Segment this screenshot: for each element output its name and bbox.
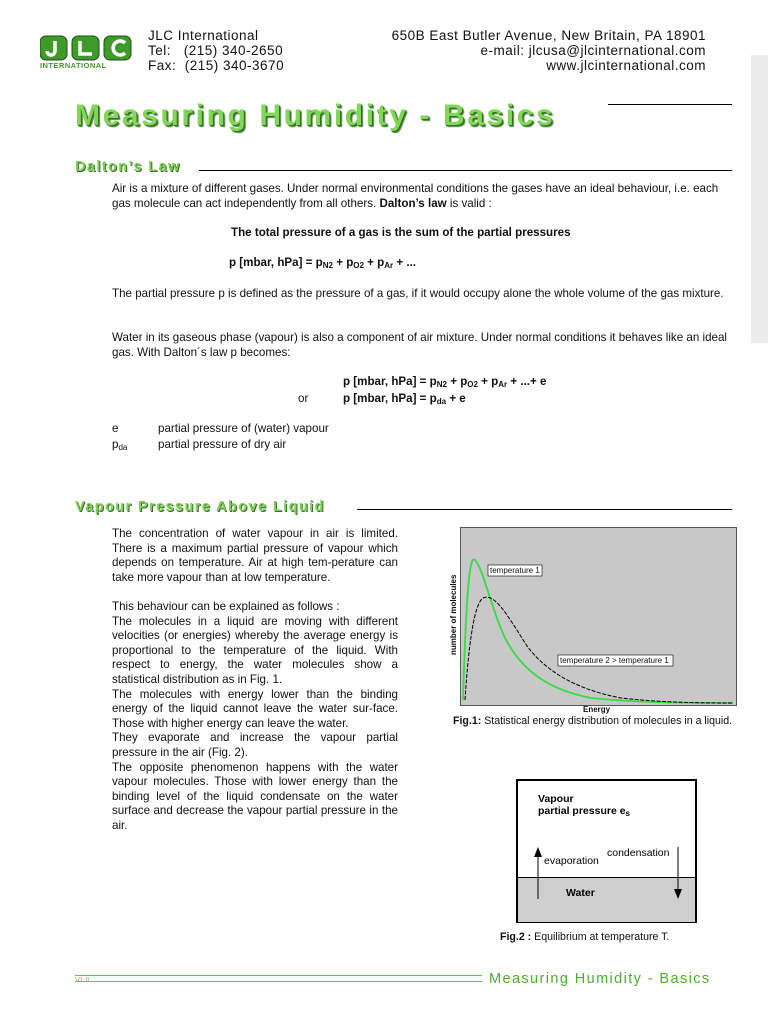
condensation-arrow — [674, 889, 682, 899]
address: 650B East Butler Avenue, New Britain, PA 18901 — [391, 28, 706, 43]
fig1-label-t1: temperature 1 — [490, 566, 540, 575]
vapour-paragraph-2a: This behaviour can be explained as follows : — [112, 599, 340, 613]
partial-pressure-definition: The partial pressure p is defined as the pressure of a gas, if it would occupy alone the whole volume of the gas mixture. — [112, 287, 724, 300]
water-vapour-paragraph: Water in its gaseous phase (vapour) is also a component of air mixture. Under normal conditions it behaves like an ideal gas. With Dalton´s law p becomes: — [112, 331, 727, 359]
curve-temperature-2 — [465, 597, 733, 703]
vapour-text — [112, 527, 398, 833]
formula-total-pressure: p [mbar, $hPa] = p_{N2} + p_{O2} + p_{Ar}$ + ... — [229, 256, 417, 270]
fig1-x-axis-label: Energy — [583, 705, 611, 714]
header-address — [392, 28, 706, 73]
curve-temperature-1 — [463, 559, 733, 703]
definition-e: e partial pressure of (water) vapour — [112, 422, 329, 435]
phone: Tel: (215) 340-2650 — [148, 43, 284, 58]
footer-rule — [75, 975, 482, 976]
daltons-law-intro: Air is a mixture of different gases. Under normal environmental conditions the gases have an ideal behaviour, i.e. each gas molecule can act independently from all others. Dalton’s law is valid : — [112, 182, 719, 210]
section-heading-daltons-law: Dalton’s Law — [75, 159, 181, 175]
definition-pda: $p_{da}$ partial pressure of dry air — [112, 438, 287, 452]
or-label: or — [298, 392, 309, 405]
fig2-caption: Fig.2 : Equilibrium at temperature T. — [500, 931, 670, 943]
title-divider — [608, 104, 732, 105]
fig2-condensation-label: condensation — [607, 847, 670, 859]
fig2-evaporation-label: evaporation — [544, 855, 599, 867]
footer-rule-lower — [75, 981, 482, 982]
header-contact — [148, 28, 284, 73]
footer-version: V1.0 — [75, 977, 90, 984]
logo-subtext: INTERNATIONAL — [40, 61, 107, 70]
section-heading-vapour-pressure: Vapour Pressure Above Liquid — [75, 499, 325, 515]
fig1-caption: Fig.1: Statistical energy distribution of molecules in a liquid. — [453, 715, 733, 727]
evaporation-arrow — [534, 847, 542, 857]
daltons-law-statement: The total pressure of a gas is the sum of the partial pressures — [231, 226, 571, 239]
vapour-paragraph-2c: The molecules with energy lower than the binding energy of the liquid cannot leave the water sur-face. Those with higher energy can leave the water. — [112, 687, 398, 730]
side-tab — [751, 55, 768, 343]
fig1-y-axis-label: number of molecules — [449, 574, 458, 655]
footer-title: Measuring Humidity - Basics — [489, 971, 711, 987]
fig2-water-label: Water — [566, 887, 595, 899]
fig2-equilibrium — [516, 779, 697, 923]
fax: Fax: (215) 340-3670 — [148, 58, 285, 73]
fig2-vapour-label: Vapour partial pressure $e_s$ — [538, 793, 630, 818]
section-divider — [199, 170, 732, 171]
fig1-energy-distribution — [460, 527, 737, 706]
company-logo — [40, 34, 136, 70]
website[interactable]: www.jlcinternational.com — [546, 58, 706, 73]
company-name: JLC International — [148, 28, 259, 43]
formula-with-vapour: p [mbar, $hPa] = p_{N2} + p_{O2} + p_{Ar}$ + ...+ e — [343, 375, 547, 389]
formula-dry-air: p [mbar, $hPa] = p_{da} + e$ — [343, 392, 466, 406]
section-divider — [357, 509, 732, 510]
fig1-label-t2: temperature 2 > temperature 1 — [560, 656, 669, 665]
page-title: Measuring Humidity - Basics — [75, 99, 556, 132]
vapour-paragraph-2b: The molecules in a liquid are moving with different velocities (or energies) whereby the average energy is proportional to the temperature of the liquid. With respect to energy, the water molecules show a statistical distribution as in Fig. 1. — [112, 614, 398, 686]
email[interactable]: e-mail: jlcusa@jlcinternational.com — [480, 43, 706, 58]
vapour-paragraph-2e: The opposite phenomenon happens with the water vapour molecules. Those with lower energy than the binding level of the liquid condensate on the water surface and decrease the vapour partial pressure in the air. — [112, 760, 398, 832]
vapour-paragraph-1: The concentration of water vapour in air is limited. There is a maximum partial pressure of vapour which depends on temperature. Air at high tem-perature can take more vapour than at low temperature. — [112, 527, 398, 584]
vapour-paragraph-2d: They evaporate and increase the vapour partial pressure in the air (Fig. 2). — [112, 731, 398, 759]
